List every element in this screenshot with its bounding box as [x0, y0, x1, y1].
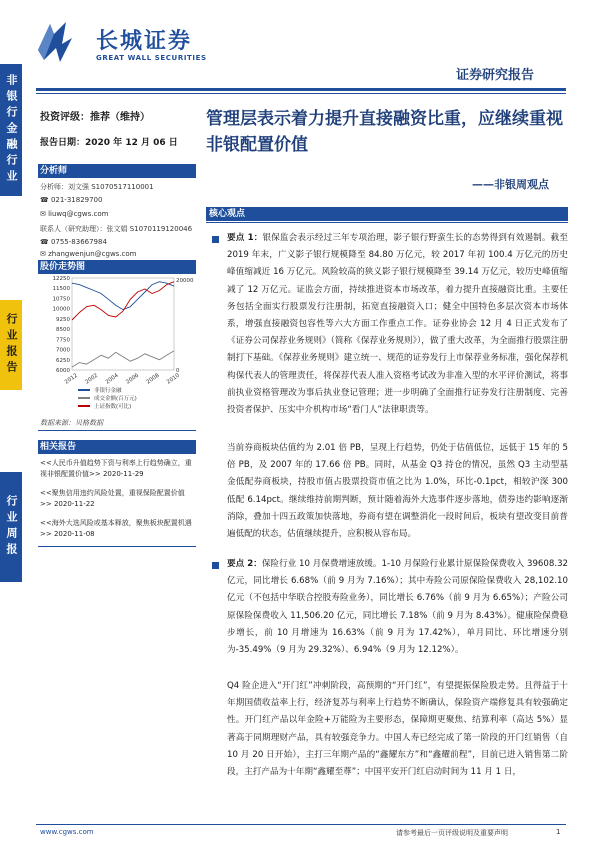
legend-label: 上证指数(可比) [94, 404, 132, 410]
header-rule [36, 88, 566, 91]
report-date: 报告日期：2020 年 12 月 06 日 [40, 138, 178, 148]
analyst-line: 分析师：刘文强 S1070517110001 [40, 183, 154, 191]
bullet-icon [212, 236, 219, 243]
report-title: 管理层表示着力提升直接融资比重，应继续重视非银配置价值 [206, 109, 563, 155]
analyst-section-header: 分析师 [38, 164, 196, 178]
key-point-lead: 要点 1： [227, 233, 263, 243]
key-point-text: 银保监会表示经过三年专项治理，影子银行野蛮生长的态势得到有效遏制。截至 2019 年末，广义影子银行规模降至 84.80 万亿元，较 2017 年初 100.4 万亿元的历史峰值缩减近 16 万亿元。风险较高的狭义影子银行规模降至 39.14 万亿元，较历史峰值缩减了 12 万亿元。证监会方面，持续推进资本市场改革，着力提升直接融资比重。主要任务包括全面实行股票发行注册制，拓宽直接融资入口；健全中国特色多层次资本市场体系，增强直接融资包容性等六大方面工作重点工作。证券业协会 12 月 4 日正式发布了《证券公司保荐业务规则》（简称《保荐业务规则》），做了重大改革，为全面推行股票注册制打下基础。《保荐业务规则》建立统一、规范的证券发行上市保荐业务标准，强化保荐机构保代表人的管理责任，将保荐代表人准入资格考试改为非准入型的水平评价测试，将事前执业资格管理改为事后执业登记管理；进一步明确了全面推行证券发行注册制度、完善投资者保护、压实中介机构市场“看门人”法律职责等。 [227, 233, 568, 416]
legend-label: 非银行金融 [94, 388, 122, 394]
related-section-header: 相关报告 [38, 440, 196, 454]
y-tick-label: 9250 [56, 316, 70, 323]
analyst-phone: ☎ 021-31829700 [40, 196, 103, 204]
investment-rating: 投资评级：推荐（维持） [40, 112, 150, 123]
related-report-link[interactable]: <<海外大选风险或基本释放，聚焦板块配置机遇>> 2020-11-08 [40, 519, 192, 538]
body-text: 当前券商板块估值约为 2.01 倍 PB，呈现上行趋势，仍处于估值低位，远低于 15 年的 5 倍 PB，及 2007 年的 17.66 倍 PB。同时，从基金 Q3 持仓的情况，虽然 Q3 主动型基金低配券商板块，持股市值占股票投资市值之比为 1.0%，环比-0.1pct，相较沪深 300 低配 6.14pct。继续维持前期判断，预计随着海外大选事件逐步落地，债券违约影响逐渐消除，叠加十四五政策加快落地，券商有望在调整消化一段时间后，板块有望改变目前普遍低配的状态，估值继续提升，应积极从容布局。 [227, 443, 568, 540]
y-tick-label: 6000 [56, 368, 70, 374]
contact-phone: ☎ 0755-83667984 [40, 238, 107, 246]
key-point-paragraph [227, 230, 568, 419]
y-tick-label: 7000 [56, 347, 70, 354]
footer-rule [36, 824, 566, 825]
related-bottom-rule [38, 546, 196, 547]
edge-tab-weekly: 行业周报 [0, 472, 22, 582]
y-tick-label: 12250 [52, 276, 70, 282]
core-view-rule [206, 222, 568, 223]
logo-text: 长城证券 [96, 29, 193, 54]
logo-subtext: GREAT WALL SECURITIES [96, 54, 207, 62]
y-tick-label: 10750 [52, 296, 70, 303]
great-wall-logo-icon [36, 20, 74, 64]
body-paragraph [227, 678, 568, 781]
report-type: 证券研究报告 [456, 68, 535, 83]
analyst-email: ✉ liuwq@cgws.com [40, 210, 109, 218]
contact-line: 联系人（研究助理）：张文娟 S1070119120046 [40, 225, 193, 233]
x-tick-label: 2008 [145, 372, 161, 386]
stock-price-chart [38, 272, 198, 414]
y2-tick-label: 20000 [176, 278, 194, 284]
related-report-link[interactable]: <<聚焦信用违约风险处置，重视保险配置价值>> 2020-11-22 [40, 489, 185, 508]
report-subtitle: ——非银周观点 [472, 178, 549, 191]
contact-email: ✉ zhangwenjun@cgws.com [40, 250, 137, 258]
x-tick-label: 2006 [125, 372, 141, 386]
key-point-paragraph [227, 556, 568, 659]
body-paragraph [227, 440, 568, 543]
key-point-text: 保险行业 10 月保费增速放缓。1-10 月保险行业累计原保险保费收入 39608.32 亿元，同比增长 6.68%（前 9 月为 7.16%）；其中寿险公司原保险保费收入 28,102.10 亿元（不包括中华联合控股寿险业务），同比增长 6.76%（前 9 月为 6.65%）；产险公司原保险保费收入 11,506.20 亿元，同比增长 7.18%（前 9 月为 8.43%）。健康险保费稳步增长，前 10 月增速为 16.63%（前 9 月为 17.42%），单月同比、环比增速分别为-35.49%（9 月为 29.32%）、6.94%（9 月为 12.12%）。 [227, 559, 568, 656]
y-tick-label: 6250 [56, 357, 70, 364]
footer-disclaimer: 请参考最后一页评级说明及重要声明 [396, 829, 508, 837]
page-number: 1 [556, 828, 561, 836]
body-text: Q4 险企进入“开门红”冲刺阶段，高预期的“开门红”，有望提振保险股走势。且得益于十年期国债收益率上行，经济复苏与利率上行趋势不断确认，保险资产端修复具有较强确定性。开门红产品以年金险+万能险为主要形态，保障期更聚焦、结算利率（高达 5%）显著高于同期理财产品，具有较强竞争力。中国人寿已经完成了第一阶段的开门红销售（自 10 月 20 日开始），主打三年期产品的“鑫耀东方”和“鑫耀前程”，目前已进入销售第二阶段，主打产品为十年期“鑫耀至尊”；中国平安开门红启动时间为 11 月 1 日， [227, 681, 568, 778]
chart-bottom-rule [38, 430, 196, 431]
x-tick-label: 2012 [63, 372, 79, 386]
y2-tick-label: 0 [176, 368, 180, 374]
chart-section-header: 股价走势图 [38, 260, 196, 274]
series-line [72, 351, 174, 367]
y-tick-label: 8500 [56, 327, 70, 334]
header-rule-thin [36, 93, 566, 94]
edge-tab-industry: 非银行金融行业 [0, 64, 22, 196]
edge-tab-report: 行业报告 [0, 300, 22, 390]
x-tick-label: 2010 [165, 372, 181, 386]
y-tick-label: 10000 [52, 306, 70, 313]
series-line [72, 282, 174, 310]
related-report-link[interactable]: <<人民币升值趋势下资与利率上行趋势确立，重视非银配置价值>> 2020-11-29 [40, 459, 192, 478]
x-tick-label: 2002 [84, 372, 100, 386]
x-tick-label: 2004 [104, 372, 120, 386]
data-source: 数据来源：贝格数据 [40, 419, 103, 427]
footer-url[interactable]: www.cgws.com [40, 828, 94, 836]
core-view-header: 核心观点 [206, 207, 568, 221]
plot-frame [72, 278, 174, 370]
bullet-icon [212, 562, 219, 569]
y-tick-label: 7750 [56, 337, 70, 344]
legend-label: 成交金额(百万元) [94, 396, 137, 402]
key-point-lead: 要点 2： [227, 559, 262, 569]
y-tick-label: 11500 [52, 286, 70, 293]
